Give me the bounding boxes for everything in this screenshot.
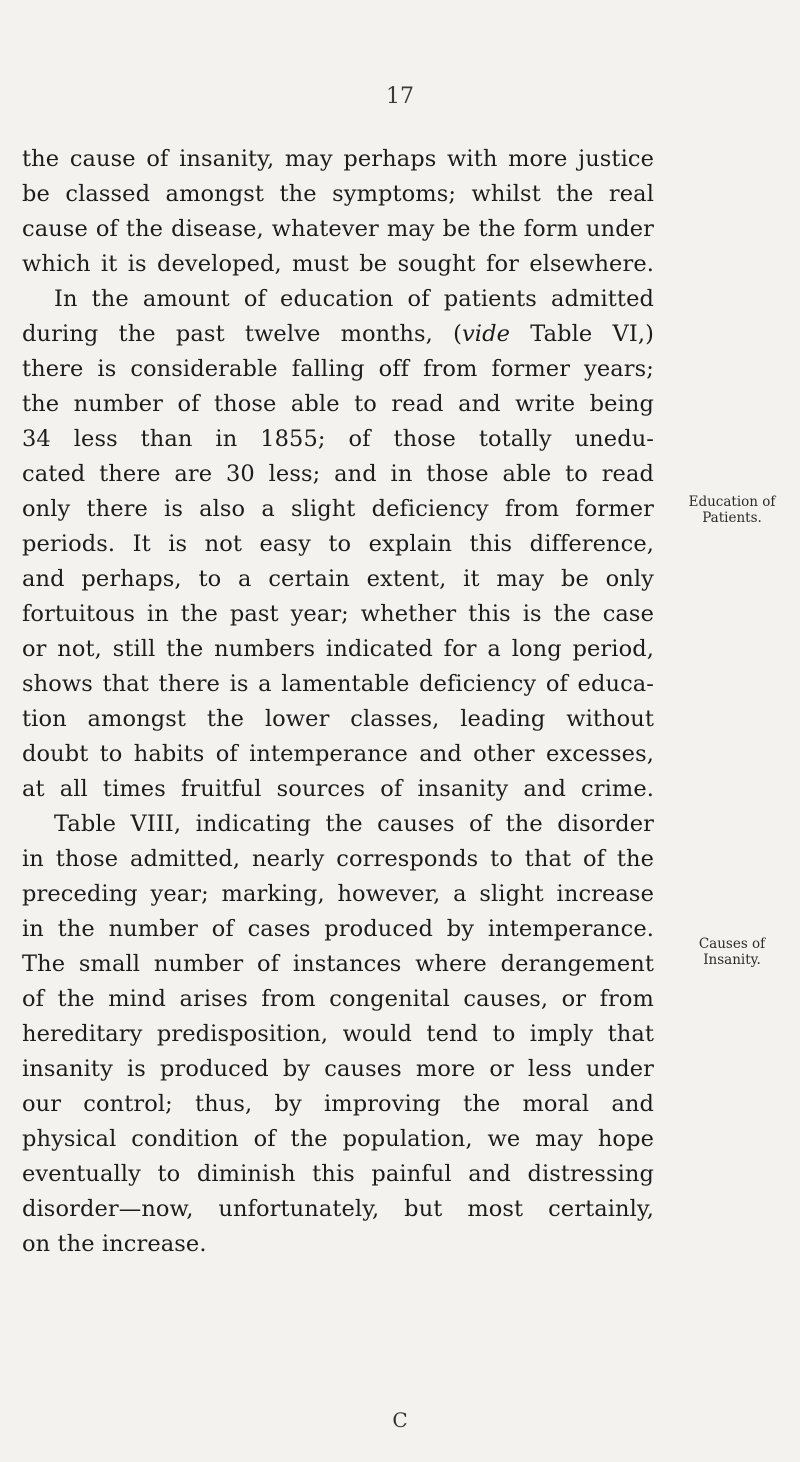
margin-note-line: Causes of	[698, 936, 766, 952]
page-number: 17	[386, 84, 414, 109]
margin-note-causes	[668, 936, 796, 968]
text-line: preceding year; marking, however, a slight increase	[22, 881, 654, 907]
margin-note-line: Patients.	[702, 510, 762, 526]
text-line: and perhaps, to a certain extent, it may be only	[22, 566, 654, 592]
text-line: Table VIII, indicating the causes of the disorder	[54, 811, 654, 837]
text-line: hereditary predisposition, would tend to imply that	[22, 1021, 654, 1047]
text-line: on the increase.	[22, 1231, 207, 1257]
margin-note-line: Insanity.	[703, 952, 761, 968]
text-line: which it is developed, must be sought for elsewhere.	[22, 251, 654, 277]
text-line: shows that there is a lamentable deficiency of educa-	[22, 671, 654, 697]
text-line: of the mind arises from congenital causes, or from	[22, 986, 654, 1012]
text-line: In the amount of education of patients admitted	[54, 286, 654, 312]
text-line: our control; thus, by improving the moral and	[22, 1091, 654, 1117]
text-line: insanity is produced by causes more or less under	[22, 1056, 654, 1082]
text-line: periods. It is not easy to explain this difference,	[22, 531, 654, 557]
text-line: cause of the disease, whatever may be the form under	[22, 216, 654, 242]
text-line: the cause of insanity, may perhaps with more justice	[22, 146, 654, 172]
margin-note-line: Education of	[688, 494, 776, 510]
text-line: only there is also a slight deficiency from former	[22, 496, 654, 522]
text-line: 34 less than in 1855; of those totally unedu-	[22, 426, 654, 452]
text-line: fortuitous in the past year; whether this is the case	[22, 601, 654, 627]
text-line: physical condition of the population, we may hope	[22, 1126, 654, 1152]
italic-word: vide	[461, 321, 511, 347]
text-line: during the past twelve months, (vide Table VI,)	[22, 321, 654, 347]
text-line: at all times fruitful sources of insanity and crime.	[22, 776, 654, 802]
text-line: eventually to diminish this painful and distressing	[22, 1161, 654, 1187]
text-line: The small number of instances where derangement	[22, 951, 654, 977]
text-line: be classed amongst the symptoms; whilst the real	[22, 181, 654, 207]
text-line: cated there are 30 less; and in those able to read	[22, 461, 654, 487]
text-line: doubt to habits of intemperance and other excesses,	[22, 741, 654, 767]
text-line: in those admitted, nearly corresponds to that of the	[22, 846, 654, 872]
text-line: the number of those able to read and write being	[22, 391, 654, 417]
text-line: tion amongst the lower classes, leading without	[22, 706, 654, 732]
margin-note-education	[668, 494, 796, 526]
body-text	[22, 142, 654, 1262]
text-line: in the number of cases produced by intemperance.	[22, 916, 654, 942]
signature-mark: C	[392, 1408, 408, 1432]
text-line: disorder—now, unfortunately, but most certainly,	[22, 1196, 654, 1222]
text-line: there is considerable falling off from former years;	[22, 356, 654, 382]
text-line: or not, still the numbers indicated for a long period,	[22, 636, 654, 662]
